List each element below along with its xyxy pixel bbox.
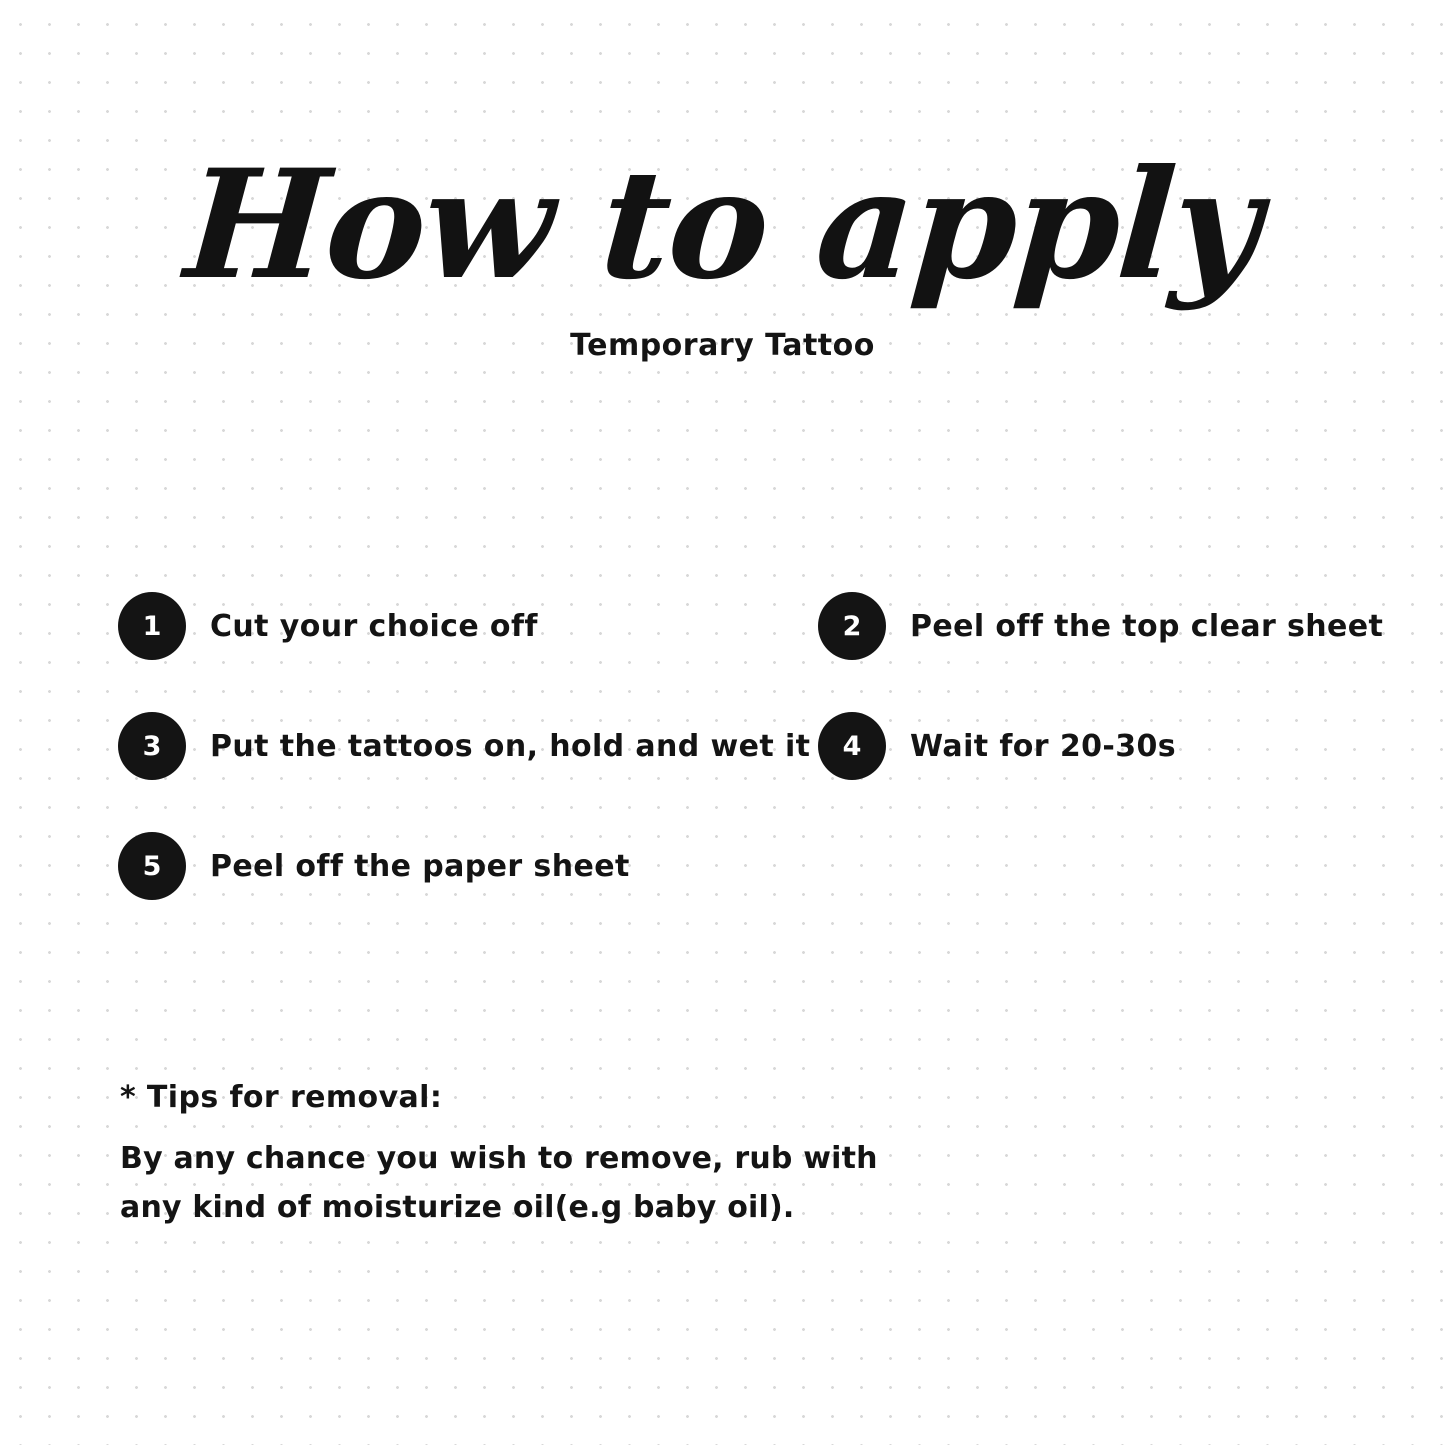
page-subtitle: Temporary Tattoo [570, 328, 875, 363]
tips-line-1: By any chance you wish to remove, rub with [120, 1141, 878, 1176]
step-label: Peel off the top clear sheet [910, 608, 1384, 644]
tips-line-2: any kind of moisturize oil(e.g baby oil). [120, 1190, 795, 1225]
step-number-badge: 1 [118, 592, 186, 660]
steps-row-3 [118, 832, 1408, 900]
step-item-1 [118, 592, 818, 660]
step-number-badge: 3 [118, 712, 186, 780]
page-title: How to apply [180, 137, 1265, 313]
step-number-badge: 2 [818, 592, 886, 660]
step-label: Put the tattoos on, hold and wet it [210, 728, 811, 764]
step-item-5 [118, 832, 818, 900]
step-number-badge: 5 [118, 832, 186, 900]
tips-section [120, 1080, 1320, 1239]
tips-heading: * Tips for removal: [120, 1080, 443, 1115]
step-item-2 [818, 592, 1408, 660]
steps-row-2 [118, 712, 1408, 780]
step-label: Wait for 20-30s [910, 728, 1177, 764]
step-item-4 [818, 712, 1408, 780]
header [0, 137, 1445, 363]
steps-list [118, 592, 1408, 952]
steps-row-1 [118, 592, 1408, 660]
step-label: Peel off the paper sheet [210, 848, 630, 884]
step-number-badge: 4 [818, 712, 886, 780]
step-label: Cut your choice off [210, 608, 538, 644]
step-item-3 [118, 712, 818, 780]
